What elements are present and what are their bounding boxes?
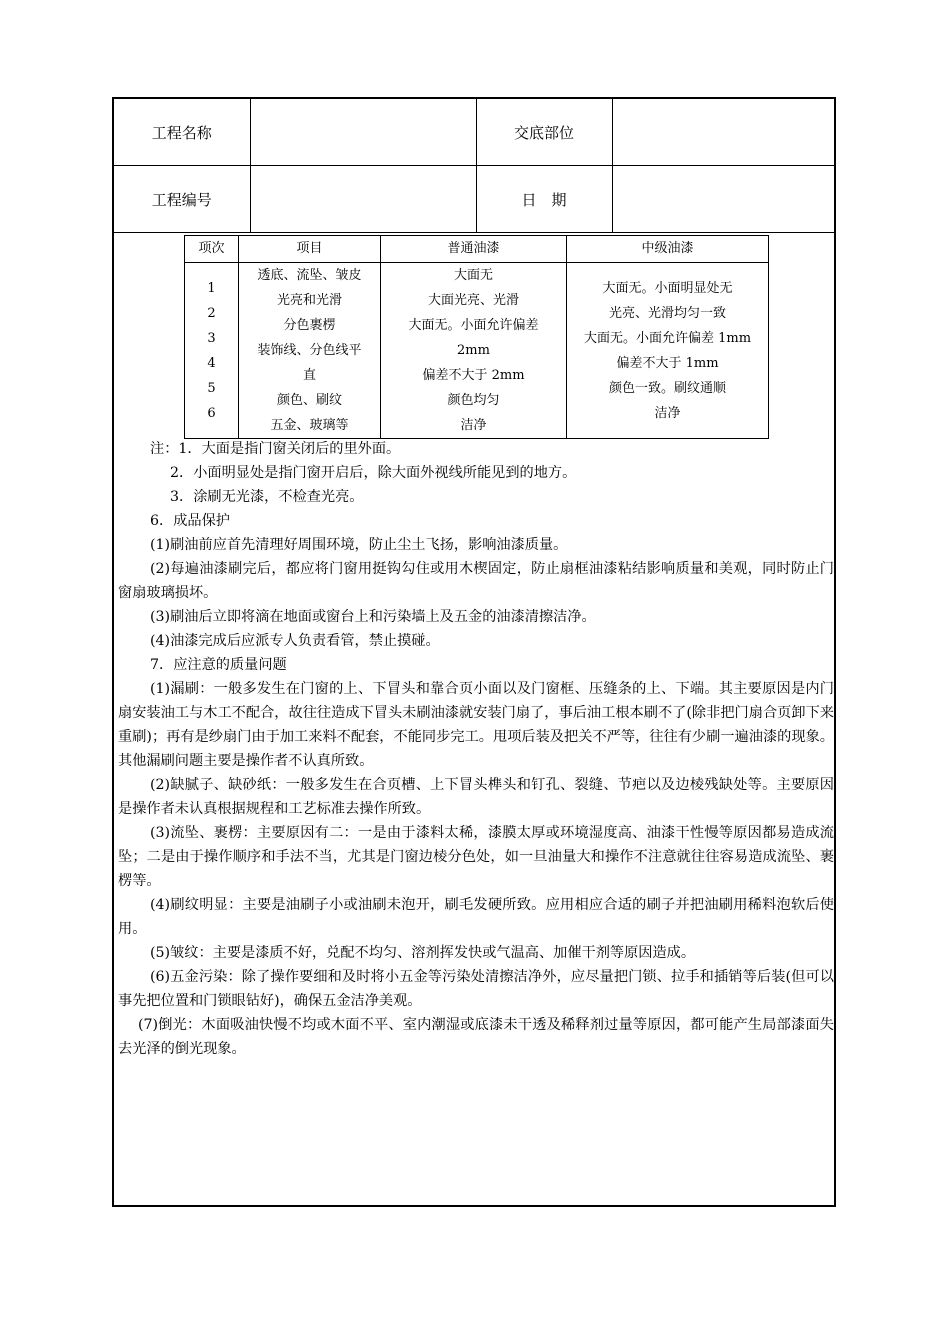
item-entry: 透底、流坠、皱皮	[257, 268, 362, 283]
paragraph: (6)五金污染：除了操作要细和及时将小五金等污染处清擦洁净外，应尽量把门锁、拉手和插销等后装(但可以事先把位置和门锁眼钻好)，确保五金洁净美观。	[118, 969, 834, 1009]
item-entry: 光亮和光滑	[276, 293, 342, 308]
ordinary-entry: 颜色均匀	[447, 393, 500, 408]
document-body	[114, 437, 838, 1061]
paragraph: (3)刷油后立即将滴在地面或窗台上和污染墙上及五金的油漆清擦洁净。	[150, 609, 596, 625]
paragraph: (5)皱纹：主要是漆质不好，兑配不均匀、溶剂挥发快或气温高、加催干剂等原因造成。	[150, 945, 696, 961]
ordinary-entry: 大面无。小面允许偏差	[408, 318, 539, 333]
quality-standard-table	[184, 235, 769, 439]
index-entry: 6	[207, 405, 216, 421]
paragraph: (7)倒光：木面吸油快慢不均或木面不平、室内潮湿或底漆未干透及稀释剂过量等原因，都可能产生局部漆面失去光泽的倒光现象。	[118, 1017, 834, 1057]
index-cell	[185, 263, 239, 439]
intermediate-entry: 光亮、光滑均匀一致	[608, 305, 726, 321]
intermediate-entry: 大面无。小面允许偏差 1mm	[583, 330, 752, 346]
index-entry: 2	[207, 305, 216, 321]
ordinary-entry: 2mm	[457, 343, 490, 358]
ordinary-entry: 洁净	[460, 418, 487, 433]
index-entry: 3	[207, 330, 216, 346]
intermediate-entry: 洁净	[654, 405, 681, 421]
intermediate-entry: 颜色一致。刷纹通顺	[608, 380, 726, 396]
ordinary-entry: 大面光亮、光滑	[427, 293, 519, 308]
ordinary-entry: 偏差不大于 2mm	[422, 368, 525, 383]
item-entry: 分色裹楞	[283, 318, 336, 333]
intermediate-cell	[567, 263, 769, 439]
index-entry: 4	[207, 355, 216, 371]
section-title: 6．成品保护	[150, 513, 230, 529]
project-name-value	[250, 99, 476, 166]
project-number-value	[250, 166, 476, 233]
section-title: 7．应注意的质量问题	[150, 657, 287, 673]
item-entry: 直	[302, 368, 316, 383]
document-frame	[112, 97, 836, 1207]
ordinary-entry: 大面无	[453, 268, 493, 283]
date-label: 日 期	[476, 166, 612, 233]
item-entry: 五金、玻璃等	[270, 418, 349, 433]
paragraph: (4)刷纹明显：主要是油刷子小或油刷未泡开，刷毛发硬所致。应用相应合适的刷子并把油刷用稀料泡软后使用。	[118, 897, 834, 937]
project-number-label: 工程编号	[114, 166, 250, 233]
paragraph: (1)漏刷：一般多发生在门窗的上、下冒头和靠合页小面以及门窗框、压缝条的上、下端。其主要原因是内门扇安装油工与木工不配合，故往往造成下冒头未刷油漆就安装门扇了，事后油工根本刷不了(除非把门扇合页卸下来重刷)；再有是纱扇门由于加工来料不配套，不能同步完工。甩项后装及把关不严等，往往有少刷一遍油漆的现象。其他漏刷问题主要是操作者不认真所致。	[118, 681, 834, 769]
col-header-item: 项目	[239, 236, 381, 263]
item-cell	[239, 263, 381, 439]
paragraph: (2)缺腻子、缺砂纸：一般多发生在合页槽、上下冒头榫头和钉孔、裂缝、节疤以及边棱残缺处等。主要原因是操作者未认真根据规程和工艺标准去操作所致。	[118, 777, 834, 817]
date-value	[612, 166, 834, 233]
col-header-index: 项次	[185, 236, 239, 263]
paragraph: (2)每遍油漆刷完后，都应将门窗用挺钩勾住或用木楔固定，防止扇框油漆粘结影响质量和美观，同时防止门窗扇玻璃损坏。	[118, 561, 834, 601]
index-entry: 1	[207, 280, 216, 296]
handover-part-label: 交底部位	[476, 99, 612, 166]
item-entry: 颜色、刷纹	[276, 393, 342, 408]
ordinary-cell	[381, 263, 567, 439]
intermediate-entry: 偏差不大于 1mm	[616, 355, 719, 371]
item-entry: 装饰线、分色线平	[257, 343, 362, 358]
index-entry: 5	[207, 380, 216, 396]
note-line: 3．涂刷无光漆，不检查光亮。	[170, 489, 364, 505]
project-name-label: 工程名称	[114, 99, 250, 166]
header-table	[114, 99, 834, 233]
paragraph: (1)刷油前应首先清理好周围环境，防止尘土飞扬，影响油漆质量。	[150, 537, 568, 553]
paragraph: (3)流坠、裹楞：主要原因有二：一是由于漆料太稀，漆膜太厚或环境湿度高、油漆干性慢等原因都易造成流坠；二是由于操作顺序和手法不当，尤其是门窗边棱分色处，如一旦油量大和操作不注意就往往容易造成流坠、裹楞等。	[118, 825, 834, 889]
col-header-intermediate: 中级油漆	[567, 236, 769, 263]
paragraph: (4)油漆完成后应派专人负责看管，禁止摸碰。	[150, 633, 440, 649]
handover-part-value	[612, 99, 834, 166]
intermediate-entry: 大面无。小面明显处无	[602, 280, 733, 296]
col-header-ordinary: 普通油漆	[381, 236, 567, 263]
note-line: 注：1．大面是指门窗关闭后的里外面。	[150, 441, 401, 457]
note-line: 2．小面明显处是指门窗开启后，除大面外视线所能见到的地方。	[170, 465, 577, 481]
